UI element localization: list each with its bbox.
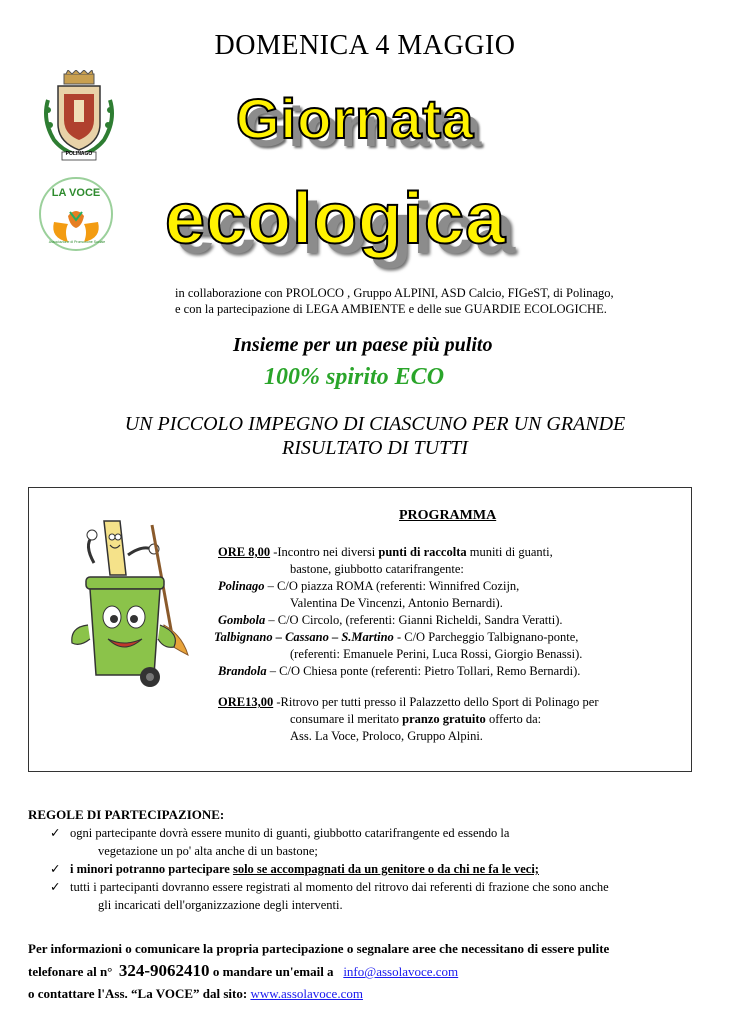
slogan-insieme: Insieme per un paese più pulito: [233, 334, 493, 356]
collaboration-text: [175, 285, 715, 317]
slogan-eco: 100% spirito ECO: [264, 364, 445, 390]
info-line-1: Per informazioni o comunicare la propria partecipazione o segnalare aree che necessitano di essere pulite: [28, 941, 610, 956]
info-line-2: [28, 960, 728, 983]
regola-3: [28, 878, 718, 896]
regole-title: REGOLE DI PARTECIPAZIONE:: [28, 807, 225, 822]
event-date: DOMENICA 4 MAGGIO: [214, 30, 516, 61]
programma-spacer: [218, 680, 688, 694]
talbignano-label: Talbignano – Cassano – S.Martino: [214, 630, 394, 644]
ore2-line-2-b: offerto da:: [485, 712, 542, 726]
polinago-coat-of-arms-icon: [38, 70, 120, 164]
regola-2: [28, 860, 718, 878]
title-ecologica: ecologica: [165, 179, 507, 259]
ore1-text-a: -Incontro nei diversi: [270, 545, 379, 559]
ore2-line-2-a: consumare il meritato: [290, 712, 403, 726]
email-link[interactable]: info@assolavoce.com: [343, 964, 459, 979]
programma-title: PROGRAMMA: [399, 508, 497, 523]
slogan-impegno-line-1: UN PICCOLO IMPEGNO DI CIASCUNO PER UN GRANDE: [124, 413, 626, 435]
recycling-bin-mascot-icon: [64, 515, 210, 695]
la-voce-logo-subtitle: Associazione di Promozione Sociale: [48, 240, 106, 244]
title-giornata: Giornata: [236, 87, 475, 150]
programma-content: [214, 544, 688, 745]
regola-1-line-2: vegetazione un po' alta anche di un bastone;: [98, 844, 318, 858]
ore2-line-2: [218, 711, 688, 728]
regole-section: [28, 806, 718, 914]
gombola-text: – C/O Circolo, (referenti: Gianni Richeldi, Sandra Veratti).: [265, 613, 563, 627]
gombola-label: Gombola: [218, 613, 266, 627]
info-line-2-a: telefonare al n°: [28, 964, 113, 979]
collaboration-line-2: e con la partecipazione di LEGA AMBIENTE e delle sue GUARDIE ECOLOGICHE.: [175, 302, 607, 316]
info-line-3-a: o contattare l'Ass. “La VOCE” dal sito:: [28, 986, 251, 1001]
ore1-line-2: bastone, giubbotto catarifrangente:: [290, 562, 464, 576]
ore1-bold: punti di raccolta: [378, 545, 467, 559]
info-section: [28, 938, 728, 1005]
programma-ore2-line: [218, 694, 688, 711]
gombola-line: [218, 612, 688, 629]
la-voce-logo-text: LA VOCE: [51, 187, 101, 199]
regola-3-line-1: tutti i partecipanti dovranno essere registrati al momento del ritrovo dai referenti di frazione che sono anche: [70, 880, 609, 894]
ore2-line-3: Ass. La Voce, Proloco, Gruppo Alpini.: [290, 729, 483, 743]
website-link[interactable]: www.assolavoce.com: [250, 986, 363, 1001]
brandola-label: Brandola: [218, 664, 267, 678]
ore2-bold: pranzo gratuito: [402, 712, 486, 726]
checkmark-icon: ✓: [50, 862, 61, 876]
phone-number: 324-9062410: [118, 961, 210, 980]
polinago-line: [218, 578, 688, 595]
programma-ore1-line: [218, 544, 688, 561]
polinago-label-text: Polinago: [218, 579, 265, 593]
checkmark-icon: ✓: [50, 880, 61, 894]
ore2-text: -Ritrovo per tutti presso il Palazzetto dello Sport di Polinago per: [273, 695, 599, 709]
talbignano-line-2: (referenti: Emanuele Perini, Luca Rossi, Giorgio Benassi).: [290, 647, 583, 661]
regola-1-line-1: ogni partecipante dovrà essere munito di guanti, giubbotto catarifrangente ed essendo la: [70, 826, 510, 840]
regola-2-b: solo se accompagnati da un genitore o da chi ne fa le veci;: [232, 862, 539, 876]
slogan-impegno-line-2: RISULTATO DI TUTTI: [282, 437, 468, 459]
regola-3-line-2: gli incaricati dell'organizzazione degli interventi.: [98, 898, 343, 912]
talbignano-line: [214, 629, 688, 646]
brandola-text: – C/O Chiesa ponte (referenti: Pietro Tollari, Remo Bernardi).: [266, 664, 581, 678]
brandola-line: [218, 663, 688, 680]
polinago-text: – C/O piazza ROMA (referenti: Winnifred Cozijn,: [264, 579, 520, 593]
info-line-3: [28, 983, 728, 1005]
slogan-impegno: [0, 412, 730, 460]
ore1-text-b: muniti di guanti,: [466, 545, 553, 559]
ore2-label: ORE13,00: [218, 695, 274, 709]
info-line-2-b: o mandare un'email a: [209, 964, 337, 979]
regola-1: [28, 824, 718, 842]
checkmark-icon: ✓: [50, 826, 61, 840]
polinago-label: POLINAGO: [65, 151, 93, 157]
ore1-label: ORE 8,00: [218, 545, 271, 559]
talbignano-text: - C/O Parcheggio Talbignano-ponte,: [393, 630, 579, 644]
collaboration-line-1: in collaborazione con PROLOCO , Gruppo ALPINI, ASD Calcio, FIGeST, di Polinago,: [175, 286, 614, 300]
polinago-line-2: Valentina De Vincenzi, Antonio Bernardi).: [290, 596, 503, 610]
regola-2-a: i minori potranno partecipare: [70, 862, 233, 876]
